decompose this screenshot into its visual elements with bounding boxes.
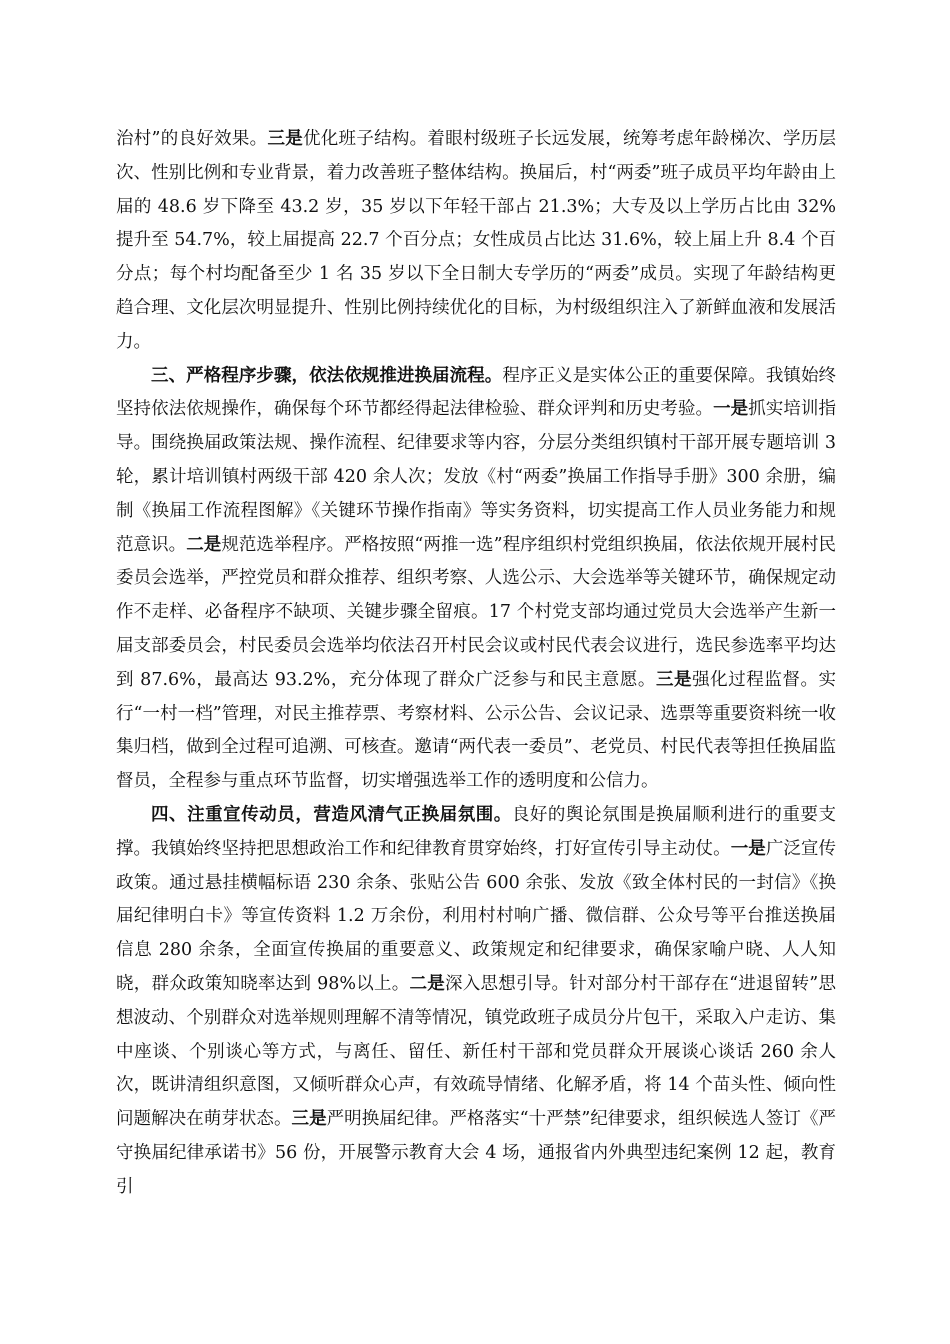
ordinal-marker: 一是 bbox=[730, 838, 766, 859]
ordinal-marker: 二是 bbox=[409, 973, 446, 994]
text-run: 广泛宣传政策。通过悬挂横幅标语 230 余条、张贴公告 600 余张、发放《致全体村民的一封信》《换届纪律明白卡》等宣传资料 1.2 万余份，利用村村响广播、微信群、公众号等平台推送换届信息 280 余条，全面宣传换届的重要意义、政策规定和纪律要求，确保家喻户晓、人人知晓，群众政策知晓率达到 98%以上。 bbox=[116, 838, 836, 994]
text-run: 严明换届纪律。严格落实“十严禁”纪律要求，组织候选人签订《严守换届纪律承诺书》56 份，开展警示教育大会 4 场，通报省内外典型违纪案例 12 起，教育引 bbox=[116, 1109, 836, 1197]
text-run: 抓实培训指导。围绕换届政策法规、操作流程、纪律要求等内容，分层分类组织镇村干部开展专题培训 3 轮，累计培训镇村两级干部 420 余人次；发放《村“两委”换届工作指导手册》300 余册，编制《换届工作流程图解》《关键环节操作指南》等实务资料，切实提高工作人员业务能力和规范意识。 bbox=[116, 399, 836, 555]
document-page bbox=[116, 123, 836, 1205]
text-run: 治村”的良好效果。 bbox=[116, 129, 268, 149]
section-heading: 四、注重宣传动员，营造风清气正换届氛围。 bbox=[151, 804, 512, 825]
ordinal-marker: 三是 bbox=[655, 669, 693, 690]
text-run: 强化过程监督。实行“一村一档”管理，对民主推荐票、考察材料、公示公告、会议记录、选票等重要资料统一收集归档，做到全过程可追溯、可核查。邀请“两代表一委员”、老党员、村民代表等担任换届监督员，全程参与重点环节监督，切实增强选举工作的透明度和公信力。 bbox=[116, 669, 837, 792]
ordinal-marker: 二是 bbox=[186, 534, 222, 555]
text-run: 优化班子结构。着眼村级班子长远发展，统筹考虑年龄梯次、学历层次、性别比例和专业背景，着力改善班子整体结构。换届后，村“两委”班子成员平均年龄由上届的 48.6 岁下降至 43.2 岁，35 岁以下年轻干部占 21.3%；大专及以上学历占比由 32%提升至 54.7%，较上届提高 22.7 个百分点；女性成员占比达 31.6%，较上届上升 8.4 个百分点；每个村均配备至少 1 名 35 岁以下全日制大专学历的“两委”成员。实现了年龄结构更趋合理、文化层次明显提升、性别比例持续优化的目标，为村级组织注入了新鲜血液和发展活力。 bbox=[116, 129, 837, 352]
text-run: 程序正义是实体公正的重要保障。我镇始终坚持依法依规操作，确保每个环节都经得起法律检验、群众评判和历史考验。 bbox=[116, 365, 837, 420]
ordinal-marker: 三是 bbox=[291, 1109, 327, 1130]
paragraph-section-four bbox=[116, 799, 836, 1205]
ordinal-marker: 三是 bbox=[267, 129, 303, 149]
paragraph-section-three bbox=[116, 360, 836, 799]
ordinal-marker: 一是 bbox=[713, 399, 749, 420]
paragraph-team-structure bbox=[116, 123, 836, 360]
text-run: 规范选举程序。严格按照“两推一选”程序组织村党组织换届，依法依规开展村民委员会选举，严控党员和群众推荐、组织考察、人选公示、大会选举等关键环节，确保规定动作不走样、必备程序不缺项、关键步骤全留痕。17 个村党支部均通过党员大会选举产生新一届支部委员会，村民委员会选举均依法召开村民会议或村民代表会议进行，选民参选率平均达到 87.6%，最高达 93.2%，充分体现了群众广泛参与和民主意愿。 bbox=[116, 534, 837, 690]
text-run: 深入思想引导。针对部分村干部存在“进退留转”思想波动、个别群众对选举规则理解不清等情况，镇党政班子成员分片包干，采取入户走访、集中座谈、个别谈心等方式，与离任、留任、新任村干部和党员群众开展谈心谈话 260 余人次，既讲清组织意图，又倾听群众心声，有效疏导情绪、化解矛盾，将 14 个苗头性、倾向性问题解决在萌芽状态。 bbox=[116, 973, 836, 1130]
text-run: 良好的舆论氛围是换届顺利进行的重要支撑。我镇始终坚持把思想政治工作和纪律教育贯穿始终，打好宣传引导主动仗。 bbox=[116, 804, 837, 859]
section-heading: 三、严格程序步骤，依法依规推进换届流程。 bbox=[151, 365, 503, 386]
